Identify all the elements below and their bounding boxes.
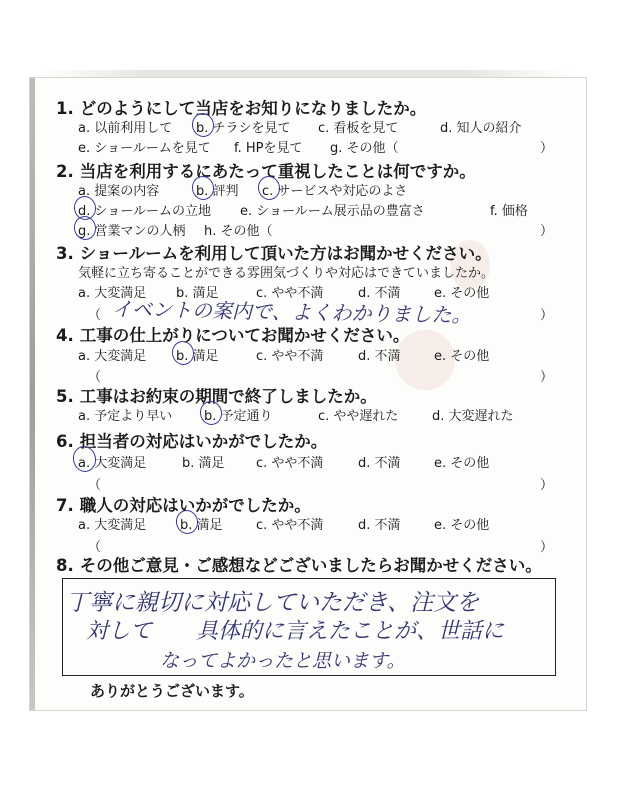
q2-option-a[interactable]: a. 提案の内容 [78,184,160,199]
question-6-title: 6. 担当者の対応はいかがでしたか。 [56,432,328,451]
question-7-title: 7. 職人の対応はいかがでしたか。 [56,496,311,515]
q1-paren-close: ） [540,141,554,156]
q4-option-a[interactable]: a. 大変満足 [78,349,147,364]
q7-option-b[interactable]: b. 満足 [180,518,223,533]
q2-option-g[interactable]: g. 営業マンの人柄 [78,224,186,239]
q2-option-c[interactable]: c. サービスや対応のよさ [262,184,408,199]
q8-handwritten-line-3: なってよかったと思います。 [160,650,406,672]
question-2-title: 2. 当店を利用するにあたって重視したことは何ですか。 [56,162,476,181]
q5-option-d[interactable]: d. 大変遅れた [432,409,514,424]
q3-paren-open: （ [88,308,102,323]
q6-option-d[interactable]: d. 不満 [358,456,401,471]
q2-option-f[interactable]: f. 価格 [490,204,528,219]
q7-option-c[interactable]: c. やや不満 [256,518,324,533]
question-4-title: 4. 工事の仕上がりについてお聞かせください。 [56,326,410,345]
q3-option-e[interactable]: e. その他 [434,286,490,301]
q4-option-c[interactable]: c. やや不満 [256,349,324,364]
q1-option-c[interactable]: c. 看板を見て [318,121,399,136]
q7-option-a[interactable]: a. 大変満足 [78,518,147,533]
q1-option-a[interactable]: a. 以前利用して [78,121,173,136]
q4-option-e[interactable]: e. その他 [434,349,490,364]
q6-paren-open: （ [88,478,102,493]
q8-handwritten-line-2: 対して 具体的に言えたことが、世話に [86,619,505,644]
q5-option-c[interactable]: c. やや遅れた [318,409,399,424]
q4-paren-close: ） [540,370,554,385]
question-5-title: 5. 工事はお約束の期間で終了しましたか。 [56,387,377,406]
q7-paren-open: （ [88,540,102,555]
question-3-subtitle: 気軽に立ち寄ることができる雰囲気づくりや対応はできていましたか。 [78,266,495,281]
q4-paren-open: （ [88,370,102,385]
q7-option-e[interactable]: e. その他 [434,518,490,533]
q8-handwritten-line-1: 丁寧に親切に対応していただき、注文を [66,590,480,616]
q6-option-a[interactable]: a. 大変満足 [78,456,147,471]
q1-option-b[interactable]: b. チラシを見て [196,121,291,136]
q6-option-b[interactable]: b. 満足 [182,456,225,471]
q3-option-a[interactable]: a. 大変満足 [78,286,147,301]
q4-option-d[interactable]: d. 不満 [358,349,401,364]
q5-option-a[interactable]: a. 予定より早い [78,409,173,424]
question-8-title: 8. その他ご意見・ご感想などございましたらお聞かせください。 [56,556,542,575]
q1-option-g[interactable]: g. その他（ [330,141,399,156]
q3-option-d[interactable]: d. 不満 [358,286,401,301]
q2-option-d[interactable]: d. ショールームの立地 [78,204,212,219]
q1-option-f[interactable]: f. HPを見て [234,141,303,156]
q2-paren-close: ） [540,224,554,239]
q2-option-b[interactable]: b. 評判 [196,184,239,199]
q3-handwritten-answer: イベントの案内で、よくわかりました。 [111,296,472,328]
q1-option-e[interactable]: e. ショールームを見て [78,141,211,156]
q2-option-e[interactable]: e. ショールーム展示品の豊富さ [240,204,425,219]
q4-option-b[interactable]: b. 満足 [176,349,219,364]
scan-shadow [40,70,570,78]
question-1-title: 1. どのようにして当店をお知りになりましたか。 [56,99,427,118]
q6-paren-close: ） [540,478,554,493]
q7-option-d[interactable]: d. 不満 [358,518,401,533]
question-3-title: 3. ショールームを利用して頂いた方はお聞かせください。 [56,244,492,263]
q6-option-e[interactable]: e. その他 [434,456,490,471]
q2-option-h[interactable]: h. その他（ [204,224,273,239]
q1-option-d[interactable]: d. 知人の紹介 [440,121,522,136]
q3-paren-close: ） [540,308,554,323]
q3-option-b[interactable]: b. 満足 [176,286,219,301]
q3-option-c[interactable]: c. やや不満 [256,286,324,301]
q5-option-b[interactable]: b. 予定通り [204,409,273,424]
q6-option-c[interactable]: c. やや不満 [256,456,324,471]
q7-paren-close: ） [540,540,554,555]
thank-you-message: ありがとうございます。 [90,682,254,700]
